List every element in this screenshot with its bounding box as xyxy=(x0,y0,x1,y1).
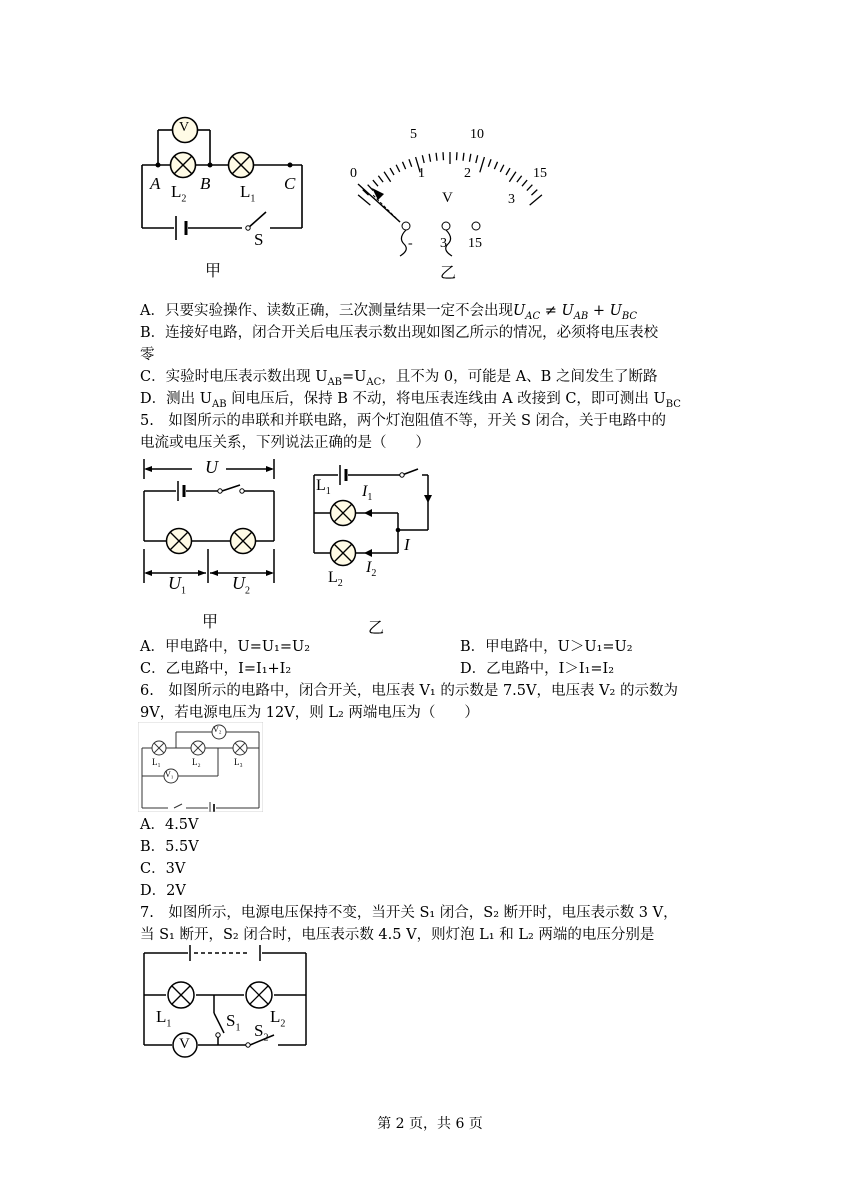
dial-tick xyxy=(384,172,391,182)
terminal-15: 15 xyxy=(468,236,482,251)
node-c-label: C xyxy=(284,174,296,193)
terminal-minus: - xyxy=(408,236,413,251)
figure-caption-yi: 乙 xyxy=(440,263,457,282)
dial-tick xyxy=(522,180,527,186)
dial-tick xyxy=(494,162,497,169)
q6-stem-line2: 9V，若电源电压为 12V，则 L₂ 两端电压为（ ） xyxy=(140,705,479,721)
q7-stem-line1: 7. 如图所示，电源电压保持不变，当开关 S₁ 闭合，S₂ 断开时，电压表示数 3 V， xyxy=(140,905,678,921)
q4-option-b-line2: 零 xyxy=(140,347,155,363)
dial-label-0: 0 xyxy=(350,166,357,181)
voltmeter-label: V xyxy=(179,120,190,135)
dial-tick xyxy=(378,176,383,182)
q5-figure-right xyxy=(300,455,440,635)
q4-option-a: A．只要实验操作、读数正确，三次测量结果一定不会出现$U_{AC} \ne U_{AB} + U_{BC}$ xyxy=(140,303,638,322)
dial-tick xyxy=(402,162,405,169)
q6-label-v1: V₁ xyxy=(165,770,174,779)
dial-tick xyxy=(390,168,394,175)
dial-tick xyxy=(469,154,470,162)
q6-figure xyxy=(138,722,263,812)
q6-option-b: B．5.5V xyxy=(140,839,199,855)
dial-unit: V xyxy=(442,190,453,206)
q7-label-s1: $S_1$ xyxy=(226,1011,241,1034)
dial-tick xyxy=(517,176,522,182)
dial-tick xyxy=(531,190,537,195)
q6-label-v2: V₂ xyxy=(213,725,222,734)
q4-circuit-diagram xyxy=(130,110,330,285)
q7-label-l1: $L_1$ xyxy=(156,1007,172,1030)
q5-label-l2: $L_2$ xyxy=(328,569,343,590)
q5-caption-yi: 乙 xyxy=(368,618,385,637)
dial-tick xyxy=(506,168,510,175)
q7-stem-line2: 当 S₁ 断开，S₂ 闭合时，电压表示数 4.5 V，则灯泡 L₁ 和 L₂ 两端的电压分别是 xyxy=(140,927,655,943)
q6-label-l3: L₃ xyxy=(234,757,243,767)
q6-circuit-diagram xyxy=(138,722,263,812)
dial-tick xyxy=(530,195,542,205)
q5-option-b: B．甲电路中，U＞U₁=U₂ xyxy=(460,639,633,655)
dial-label-10: 10 xyxy=(470,127,484,142)
node-b-label: B xyxy=(200,174,211,193)
dial-tick xyxy=(422,155,424,163)
q5-label-i2: $I_2$ xyxy=(366,559,377,580)
dial-tick xyxy=(488,159,491,167)
terminal-3: 3 xyxy=(440,236,447,251)
page-footer: 第 2 页，共 6 页 xyxy=(377,1116,483,1132)
dial-tick xyxy=(480,157,485,172)
dial-tick xyxy=(476,155,478,163)
dial-tick xyxy=(409,159,412,167)
dial-label-5: 5 xyxy=(410,127,417,142)
lamp-l1-label: $L_1$ xyxy=(240,182,256,205)
node-a-label: A xyxy=(150,174,161,193)
q5-label-i: I xyxy=(404,535,410,554)
q4-option-b-line1: B．连接好电路，闭合开关后电压表示数出现如图乙所示的情况，必须将电压表校 xyxy=(140,325,659,341)
dial-tick xyxy=(358,195,370,205)
q4-option-d: D．测出 $U_{AB}$ 间电压后，保持 B 不动，将电压表连线由 A 改接到 C，即可测出 $U_{BC}$ xyxy=(140,391,681,410)
q5-stem-line1: 5. 如图所示的串联和并联电路，两个灯泡阻值不等，开关 S 闭合，关于电路中的 xyxy=(140,413,666,429)
q5-option-d: D．乙电路中，I＞I₁=I₂ xyxy=(460,661,615,677)
q5-label-u: U xyxy=(202,457,221,478)
dial-tick xyxy=(527,185,532,191)
dial-label-2: 2 xyxy=(464,166,471,181)
dial-tick xyxy=(373,180,378,186)
dial-tick xyxy=(436,153,437,161)
lamp-l2-label: $L_2$ xyxy=(171,182,187,205)
q5-label-l1: $L_1$ xyxy=(316,477,331,498)
q5-stem-line2: 电流或电压关系，下列说法正确的是（ ） xyxy=(140,435,430,451)
dial-label-3: 3 xyxy=(508,192,515,207)
figure-caption-jia: 甲 xyxy=(205,261,222,280)
q6-label-l1: L₁ xyxy=(152,757,161,767)
dial-label-15: 15 xyxy=(533,166,547,181)
q6-option-c: C．3V xyxy=(140,861,186,877)
dial-tick xyxy=(429,154,430,162)
q5-label-u1: $U_1$ xyxy=(168,573,186,597)
q6-stem-line1: 6. 如图所示的电路中，闭合开关，电压表 V₁ 的示数是 7.5V，电压表 V₂ 的示数为 xyxy=(140,683,678,699)
dial-tick xyxy=(500,165,504,172)
q5-option-c: C．乙电路中，I=I₁+I₂ xyxy=(140,661,292,677)
q6-option-d: D．2V xyxy=(140,883,186,899)
q6-label-l2: L₂ xyxy=(192,757,201,767)
dial-tick xyxy=(463,153,464,161)
switch-s-label: S xyxy=(254,230,264,249)
q4-figure-left xyxy=(130,110,330,285)
q4-figure-right xyxy=(340,122,560,282)
q7-circuit-diagram xyxy=(138,945,313,1060)
dial-tick xyxy=(509,172,516,182)
q7-label-l2: $L_2$ xyxy=(270,1007,286,1030)
dial-tick xyxy=(368,185,373,191)
q5-option-a: A．甲电路中，U=U₁=U₂ xyxy=(140,639,311,655)
q6-option-a: A．4.5V xyxy=(140,817,199,833)
q5-figure-left xyxy=(140,455,285,635)
dial-tick xyxy=(396,165,400,172)
q5-caption-jia: 甲 xyxy=(202,612,219,631)
q5-label-i1: $I_1$ xyxy=(362,483,373,504)
dial-label-1: 1 xyxy=(418,166,425,181)
q5-series-circuit xyxy=(140,455,285,635)
q5-label-u2: $U_2$ xyxy=(232,573,250,597)
q7-label-v: V xyxy=(179,1036,190,1052)
q4-option-c: C．实验时电压表示数出现 $U_{AB}=U_{AC}$，且不为 0，可能是 A、B 之间发生了断路 xyxy=(140,369,658,388)
q7-figure xyxy=(138,945,313,1060)
q7-label-s2: $S_2$ xyxy=(254,1021,269,1044)
